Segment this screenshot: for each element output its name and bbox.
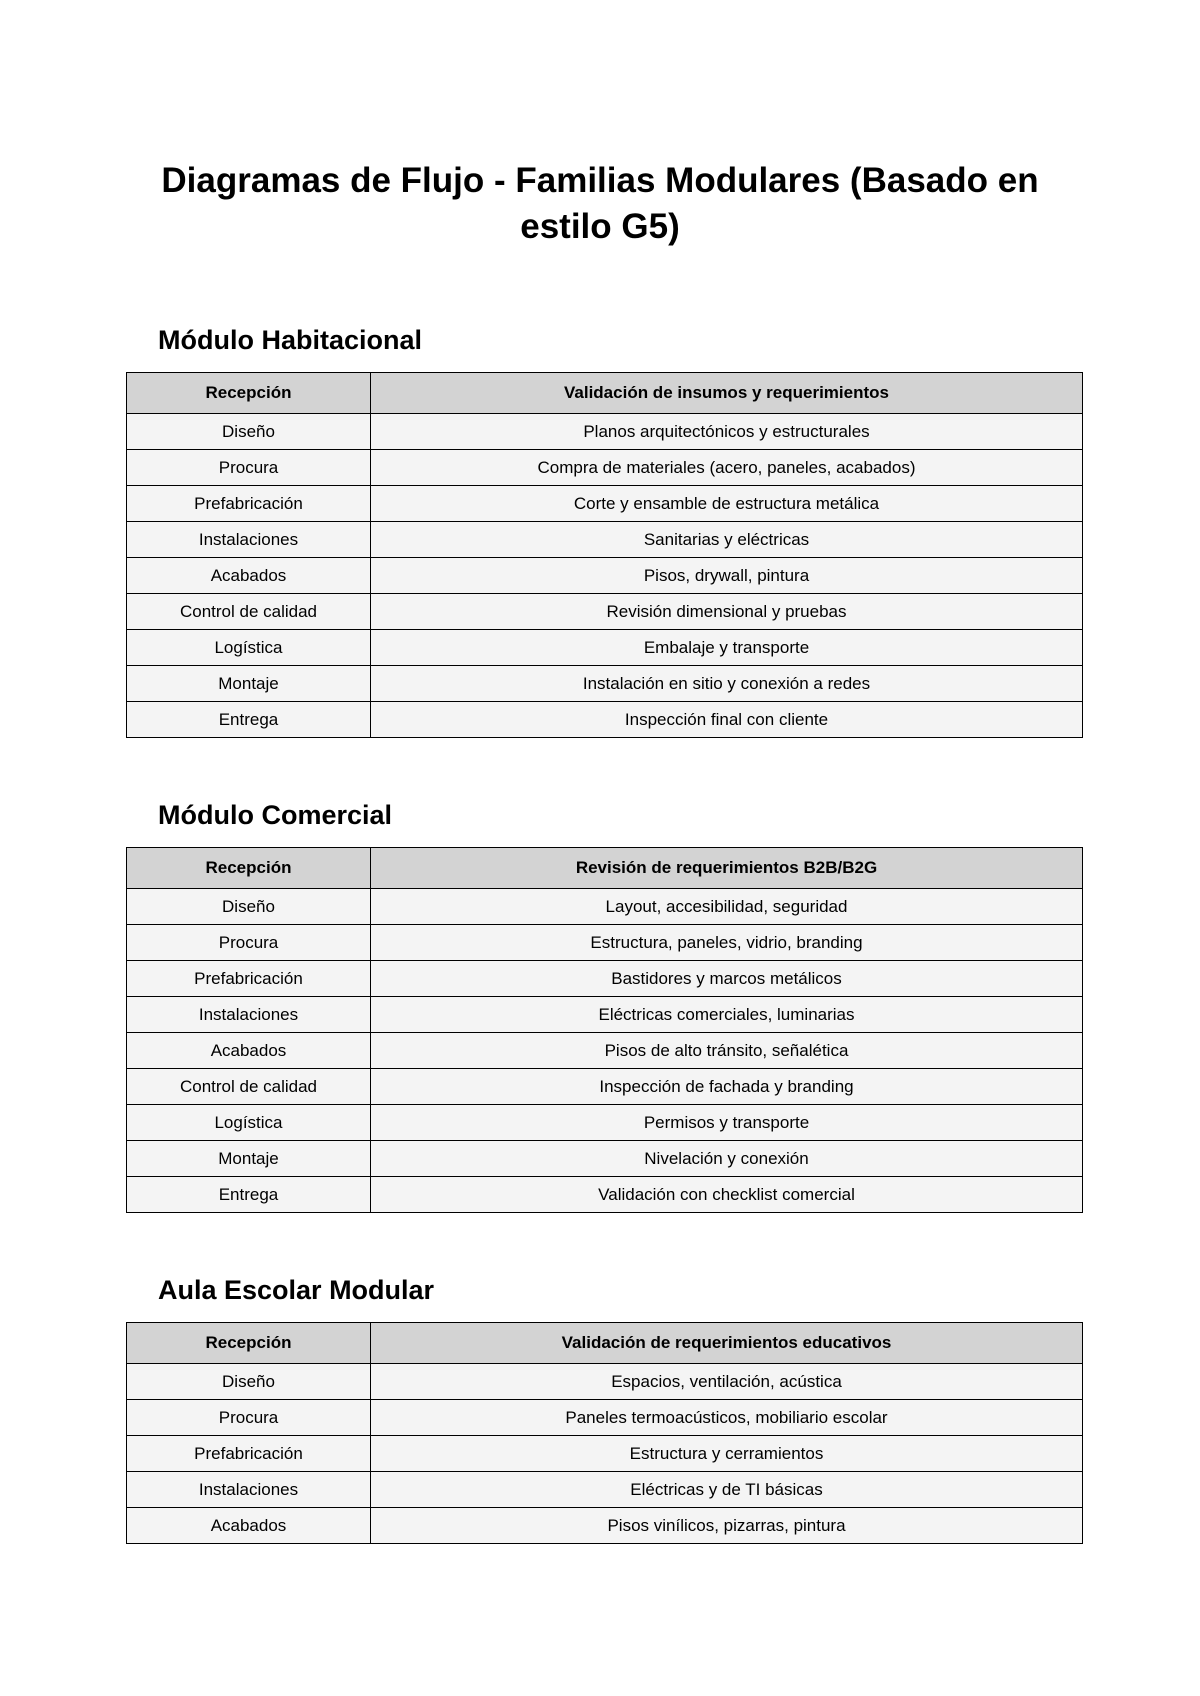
description-cell: Permisos y transporte xyxy=(371,1105,1083,1141)
table-row xyxy=(127,961,1083,997)
stage-cell: Control de calidad xyxy=(127,1069,371,1105)
table-row xyxy=(127,666,1083,702)
table-row xyxy=(127,889,1083,925)
table-row xyxy=(127,450,1083,486)
header-stage: Recepción xyxy=(127,848,371,889)
table-row xyxy=(127,594,1083,630)
header-description: Validación de insumos y requerimientos xyxy=(371,373,1083,414)
page-title: Diagramas de Flujo - Familias Modulares (Basado en estilo G5) xyxy=(161,161,1039,246)
description-cell: Pisos de alto tránsito, señalética xyxy=(371,1033,1083,1069)
stage-cell: Acabados xyxy=(127,1508,371,1544)
description-cell: Eléctricas y de TI básicas xyxy=(371,1472,1083,1508)
description-cell: Paneles termoacústicos, mobiliario escolar xyxy=(371,1400,1083,1436)
description-cell: Estructura y cerramientos xyxy=(371,1436,1083,1472)
flow-table-habitacional xyxy=(126,372,1083,738)
description-cell: Sanitarias y eléctricas xyxy=(371,522,1083,558)
table-row xyxy=(127,522,1083,558)
description-cell: Pisos vinílicos, pizarras, pintura xyxy=(371,1508,1083,1544)
description-cell: Pisos, drywall, pintura xyxy=(371,558,1083,594)
table-row xyxy=(127,1105,1083,1141)
flow-table-comercial xyxy=(126,847,1083,1213)
stage-cell: Control de calidad xyxy=(127,594,371,630)
header-stage: Recepción xyxy=(127,1323,371,1364)
description-cell: Instalación en sitio y conexión a redes xyxy=(371,666,1083,702)
section-heading-habitacional: Módulo Habitacional xyxy=(158,325,423,355)
description-cell: Nivelación y conexión xyxy=(371,1141,1083,1177)
table-row xyxy=(127,558,1083,594)
section-heading-comercial: Módulo Comercial xyxy=(158,800,393,830)
description-cell: Inspección de fachada y branding xyxy=(371,1069,1083,1105)
stage-cell: Diseño xyxy=(127,414,371,450)
stage-cell: Logística xyxy=(127,630,371,666)
description-cell: Planos arquitectónicos y estructurales xyxy=(371,414,1083,450)
stage-cell: Entrega xyxy=(127,702,371,738)
stage-cell: Entrega xyxy=(127,1177,371,1213)
table-row xyxy=(127,1508,1083,1544)
stage-cell: Prefabricación xyxy=(127,486,371,522)
table-row xyxy=(127,1033,1083,1069)
table-row xyxy=(127,486,1083,522)
description-cell: Validación con checklist comercial xyxy=(371,1177,1083,1213)
stage-cell: Montaje xyxy=(127,1141,371,1177)
table-row xyxy=(127,702,1083,738)
description-cell: Espacios, ventilación, acústica xyxy=(371,1364,1083,1400)
table-row xyxy=(127,1436,1083,1472)
stage-cell: Prefabricación xyxy=(127,1436,371,1472)
table-row xyxy=(127,1141,1083,1177)
table-header-row xyxy=(127,373,1083,414)
stage-cell: Acabados xyxy=(127,1033,371,1069)
stage-cell: Procura xyxy=(127,1400,371,1436)
table-header-row xyxy=(127,1323,1083,1364)
stage-cell: Diseño xyxy=(127,1364,371,1400)
stage-cell: Montaje xyxy=(127,666,371,702)
stage-cell: Prefabricación xyxy=(127,961,371,997)
header-description: Revisión de requerimientos B2B/B2G xyxy=(371,848,1083,889)
header-description: Validación de requerimientos educativos xyxy=(371,1323,1083,1364)
description-cell: Bastidores y marcos metálicos xyxy=(371,961,1083,997)
stage-cell: Acabados xyxy=(127,558,371,594)
description-cell: Revisión dimensional y pruebas xyxy=(371,594,1083,630)
stage-cell: Instalaciones xyxy=(127,522,371,558)
stage-cell: Instalaciones xyxy=(127,997,371,1033)
flow-table-aula-escolar xyxy=(126,1322,1083,1544)
section-heading-aula-escolar: Aula Escolar Modular xyxy=(158,1275,435,1305)
table-header-row xyxy=(127,848,1083,889)
table-row xyxy=(127,1400,1083,1436)
table-row xyxy=(127,997,1083,1033)
description-cell: Compra de materiales (acero, paneles, acabados) xyxy=(371,450,1083,486)
description-cell: Inspección final con cliente xyxy=(371,702,1083,738)
table-row xyxy=(127,1472,1083,1508)
header-stage: Recepción xyxy=(127,373,371,414)
description-cell: Estructura, paneles, vidrio, branding xyxy=(371,925,1083,961)
description-cell: Embalaje y transporte xyxy=(371,630,1083,666)
stage-cell: Instalaciones xyxy=(127,1472,371,1508)
table-row xyxy=(127,1364,1083,1400)
table-row xyxy=(127,414,1083,450)
table-row xyxy=(127,1177,1083,1213)
stage-cell: Procura xyxy=(127,925,371,961)
stage-cell: Diseño xyxy=(127,889,371,925)
table-row xyxy=(127,1069,1083,1105)
description-cell: Corte y ensamble de estructura metálica xyxy=(371,486,1083,522)
table-row xyxy=(127,630,1083,666)
stage-cell: Logística xyxy=(127,1105,371,1141)
description-cell: Eléctricas comerciales, luminarias xyxy=(371,997,1083,1033)
description-cell: Layout, accesibilidad, seguridad xyxy=(371,889,1083,925)
table-row xyxy=(127,925,1083,961)
stage-cell: Procura xyxy=(127,450,371,486)
